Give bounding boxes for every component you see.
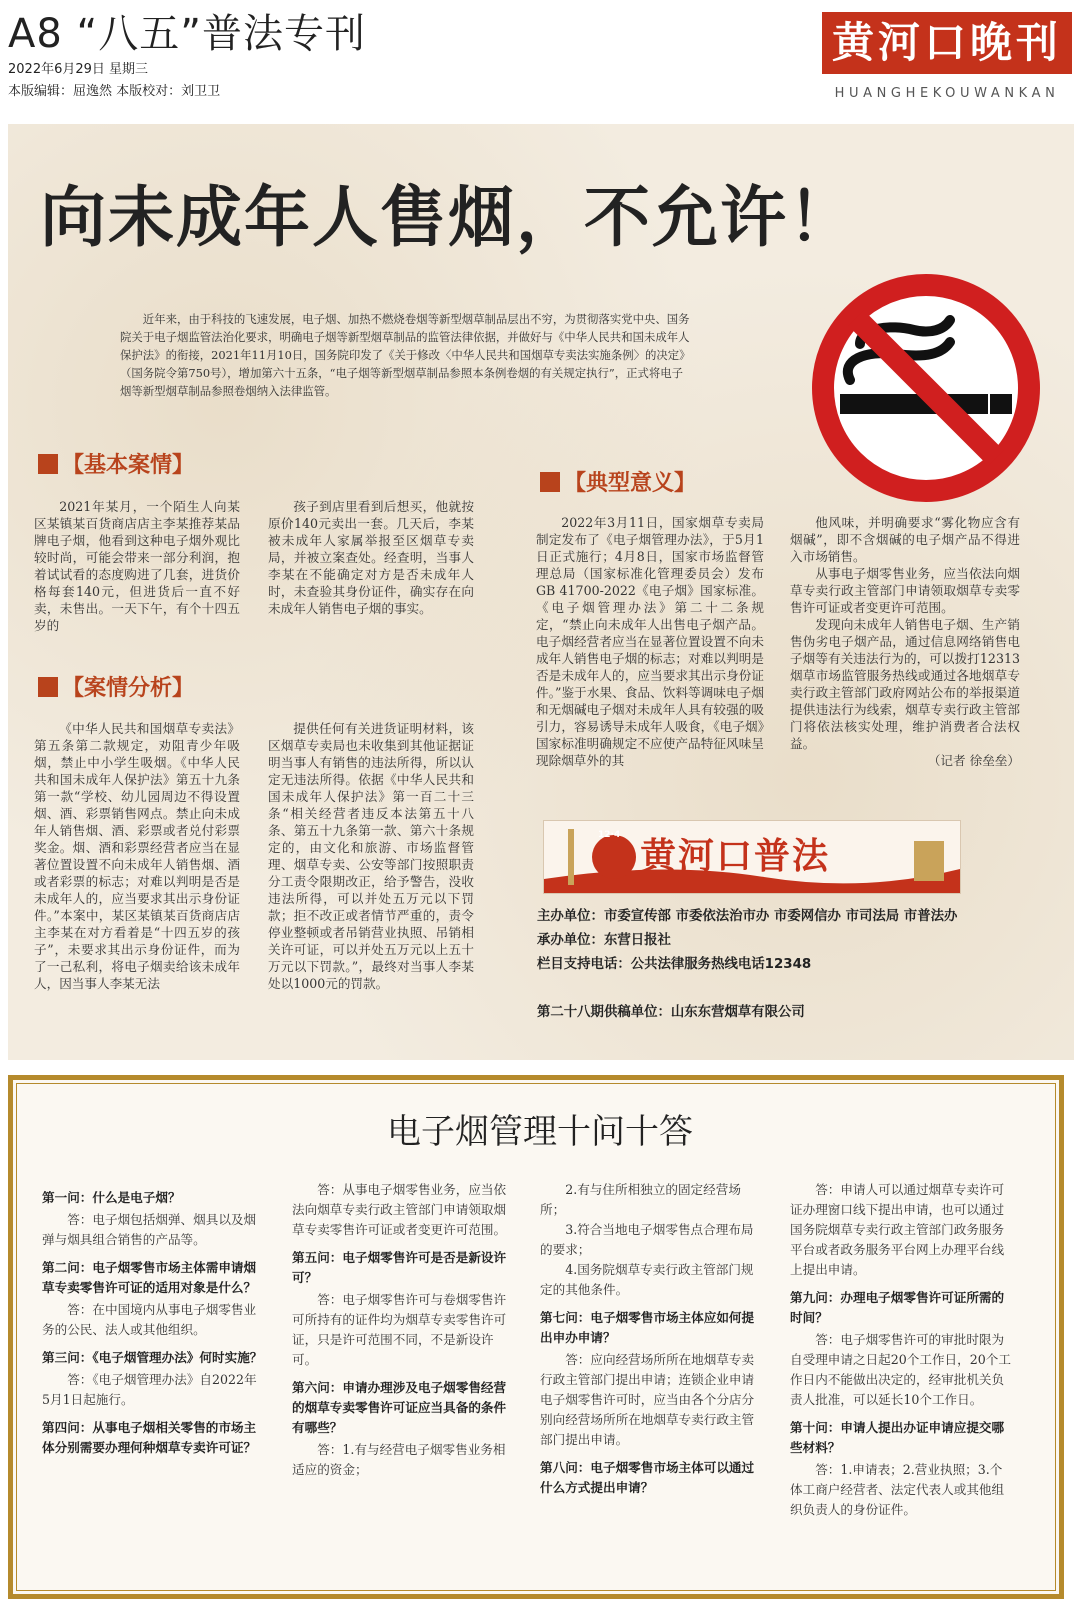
heading-text: 【案情分析】 — [62, 676, 195, 701]
basic-col-1: 2021年某月，一个陌生人向某区某镇某百货商店店主李某推荐某品牌电子烟，他看到这种电子烟外观比较时尚，可能会带来一部分利润，抱着试试看的态度购进了几套，进货价格每套140元，但进货后一直不好卖，未售出。一天下午，有个十四五岁的 — [34, 499, 240, 633]
significance-para: 他风味，并明确要求“雾化物应含有烟碱”，即不含烟碱的电子烟产品不得进入市场销售。 — [790, 515, 1020, 564]
square-bullet-icon — [540, 472, 560, 492]
qa-question: 第一问：什么是电子烟？ — [42, 1190, 181, 1205]
newspaper-logo-pinyin: HUANGHEKOUWANKAN — [834, 86, 1060, 101]
qa-question: 第四问：从事电子烟相关零售的市场主体分别需要办理何种烟草专卖许可证？ — [42, 1420, 257, 1455]
analysis-col-1: 《中华人民共和国烟草专卖法》第五条第二款规定，劝阻青少年吸烟，禁止中小学生吸烟。《中华人民共和国未成年人保护法》第五十九条第一款“学校、幼儿园周边不得设置烟、酒、彩票销售网点。禁止向未成年人销售烟、酒、彩票或者兑付彩票奖金。烟、酒和彩票经营者应当在显著位置设置不向未成年人销售烟、酒或者彩票的标志；对难以判明是否是未成年人的，应当要求其出示身份证件。”本案中，某区某镇某百货商店店主李某在对方看着是“十四五岁的孩子”，未要求其出示身份证件，而为了一己私利，将电子烟卖给该未成年人，因当事人李某无法 — [34, 721, 240, 991]
qa-answer-line: 4.国务院烟草专卖行政主管部门规定的其他条件。 — [540, 1262, 754, 1297]
significance-col-2 — [790, 514, 1020, 769]
heading-text: 【基本案情】 — [62, 453, 195, 478]
issue-date: 2022年6月29日 星期三 — [8, 62, 149, 77]
qa-question: 第六问：申请办理涉及电子烟零售经营的烟草专卖零售许可证应当具备的条件有哪些？ — [292, 1380, 507, 1435]
qa-question: 第八问：电子烟零售市场主体可以通过什么方式提出申请？ — [540, 1460, 755, 1495]
supplier-unit: 第二十八期供稿单位：山东东营烟草有限公司 — [537, 1005, 805, 1020]
qa-answer: 答：从事电子烟零售业务，应当依法向烟草专卖行政主管部门申请领取烟草专卖零售许可证或者变更许可范围。 — [292, 1182, 507, 1237]
article-headline: 向未成年人售烟，不允许！ — [40, 179, 856, 256]
qa-column-1 — [42, 1180, 264, 1460]
qa-answer: 答：1.申请表；2.营业执照；3.个体工商户经营者、法定代表人或其他组织负责人的身份证件。 — [790, 1462, 1005, 1517]
square-bullet-icon — [38, 677, 58, 697]
page-title: A8 “八五”普法专刊 — [8, 11, 366, 57]
qa-answer: 答：1.有与经营电子烟零售业务相适应的资金； — [292, 1442, 506, 1477]
qa-column-4 — [790, 1180, 1012, 1524]
qa-answer: 答：电子烟零售许可的审批时限为自受理申请之日起20个工作日，20个工作日内不能做出决定的，经审批机关负责人批准，可以延长10个工作日。 — [790, 1332, 1011, 1407]
host-units: 主办单位：市委宣传部 市委依法治市办 市委网信办 市司法局 市普法办 — [537, 909, 958, 924]
banner-title: 黄河口普法 — [640, 835, 831, 877]
byline: （记者 徐垒垒） — [927, 753, 1020, 768]
support-hotline: 栏目支持电话：公共法律服务热线电话12348 — [537, 957, 812, 972]
qa-answer: 答：《电子烟管理办法》自2022年5月1日起施行。 — [42, 1372, 257, 1407]
banner-badge: 12·4 — [598, 830, 621, 840]
qa-question: 第三问：《电子烟管理办法》何时实施？ — [42, 1350, 263, 1365]
qa-question: 第九问：办理电子烟零售许可证所需的时间？ — [790, 1290, 1005, 1325]
qa-answer: 答：在中国境内从事电子烟零售业务的公民、法人或其他组织。 — [42, 1302, 257, 1337]
qa-title: 电子烟管理十问十答 — [387, 1112, 693, 1152]
analysis-col-2: 提供任何有关进货证明材料，该区烟草专卖局也未收集到其他证据证明当事人有销售的违法所得，所以认定无违法所得。依据《中华人民共和国未成年人保护法》第一百二十三条“相关经营者违反本法第五十八条、第五十九条第一款、第六十条规定的，由文化和旅游、市场监督管理、烟草专卖、公安等部门按照职责分工责令限期改正，给予警告，没收违法所得，可以并处五万元以下罚款；拒不改正或者情节严重的，责令停业整顿或者吊销营业执照、吊销相关许可证，可以并处五万元以上五十万元以下罚款。”，最终对当事人李某处以1000元的罚款。 — [268, 721, 474, 991]
significance-para: 从事电子烟零售业务，应当依法向烟草专卖行政主管部门申请领取烟草专卖零售许可证或者变更许可范围。 — [790, 566, 1020, 615]
section-heading-analysis — [38, 675, 194, 703]
square-bullet-icon — [38, 454, 58, 474]
qa-answer: 答：应向经营场所所在地烟草专卖行政主管部门提出申请；连锁企业申请电子烟零售许可时，应当由各个分店分别向经营场所所在地烟草专卖行政主管部门提出申请。 — [540, 1352, 755, 1447]
qa-question: 第五问：电子烟零售许可是否是新设许可？ — [292, 1250, 507, 1285]
newspaper-logo: 黄河口晚刊 — [822, 12, 1072, 74]
qa-answer: 答：电子烟零售许可与卷烟零售许可所持有的证件均为烟草专卖零售许可证，只是许可范围不同，不是新设许可。 — [292, 1292, 507, 1367]
article-lead: 近年来，由于科技的飞速发展，电子烟、加热不燃烧卷烟等新型烟草制品层出不穷，为贯彻落实党中央、国务院关于电子烟监管法治化要求，明确电子烟等新型烟草制品的监管法律依据，并做好与《中华人民共和国未成年人保护法》的衔接，2021年11月10日，国务院印发了《关于修改〈中华人民共和国烟草专卖法实施条例〉的决定》（国务院令第750号），增加第六十五条，“电子烟等新型烟草制品参照本条例卷烟的有关规定执行”，正式将电子烟等新型烟草制品参照卷烟纳入法律监管。 — [120, 312, 690, 398]
qa-question: 第十问：申请人提出办证申请应提交哪些材料？ — [790, 1420, 1005, 1455]
qa-column-2 — [292, 1180, 514, 1484]
qa-answer-line: 2.有与住所相独立的固定经营场所； — [540, 1182, 741, 1217]
significance-para: 发现向未成年人销售电子烟、生产销售伪劣电子烟产品，通过信息网络销售电子烟等有关违法行为的，可以拨打12313烟草市场监管服务热线或通过各地烟草专卖行政主管部门政府网站公布的举报渠道提供违法行为线索，烟草专卖行政主管部门将依法核实处理，维护消费者合法权益。 — [790, 617, 1020, 751]
no-smoking-icon — [810, 272, 1042, 504]
basic-col-2: 孩子到店里看到后想买，他就按原价140元卖出一套。几天后，李某被未成年人家属举报至区烟草专卖局，并被立案查处。经查明，当事人李某在不能确定对方是否未成年人时，未查验其身份证件，确实存在向未成年人销售电子烟的事实。 — [268, 499, 474, 616]
section-heading-basic — [38, 452, 194, 480]
qa-question: 第二问：电子烟零售市场主体需申请烟草专卖零售许可证的适用对象是什么？ — [42, 1260, 257, 1295]
organizer-unit: 承办单位：东营日报社 — [537, 933, 671, 948]
qa-answer: 答：电子烟包括烟弹、烟具以及烟弹与烟具组合销售的产品等。 — [42, 1212, 257, 1247]
section-heading-significance — [540, 470, 696, 498]
heading-text: 【典型意义】 — [564, 471, 697, 496]
qa-question: 第七问：电子烟零售市场主体应如何提出申办申请？ — [540, 1310, 755, 1345]
qa-answer-line: 3.符合当地电子烟零售点合理布局的要求； — [540, 1222, 754, 1257]
editor-credits: 本版编辑：屈逸然 本版校对：刘卫卫 — [8, 84, 221, 99]
qa-answer: 答：申请人可以通过烟草专卖许可证办理窗口线下提出申请，也可以通过国务院烟草专卖行政主管部门政务服务平台或者政务服务平台网上办理平台线上提出申请。 — [790, 1182, 1005, 1277]
qa-column-3 — [540, 1180, 762, 1500]
significance-col-1: 2022年3月11日，国家烟草专卖局制定发布了《电子烟管理办法》，于5月1日正式施行；4月8日，国家市场监督管理总局（国家标准化管理委员会）发布GB 41700-2022《电子烟》国家标准。《电子烟管理办法》第二十二条规定，“禁止向未成年人出售电子烟产品。电子烟经营者应当在显著位置设置不向未成年人销售电子烟的标志；对难以判明是否是未成年人的，应当要求其出示身份证件。”鉴于水果、食品、饮料等调味电子烟和无烟碱电子烟对未成年人具有较强的吸引力，容易诱导未成年人吸食，《电子烟》国家标准明确规定不应使产品特征风味呈现除烟草外的其 — [536, 515, 764, 768]
